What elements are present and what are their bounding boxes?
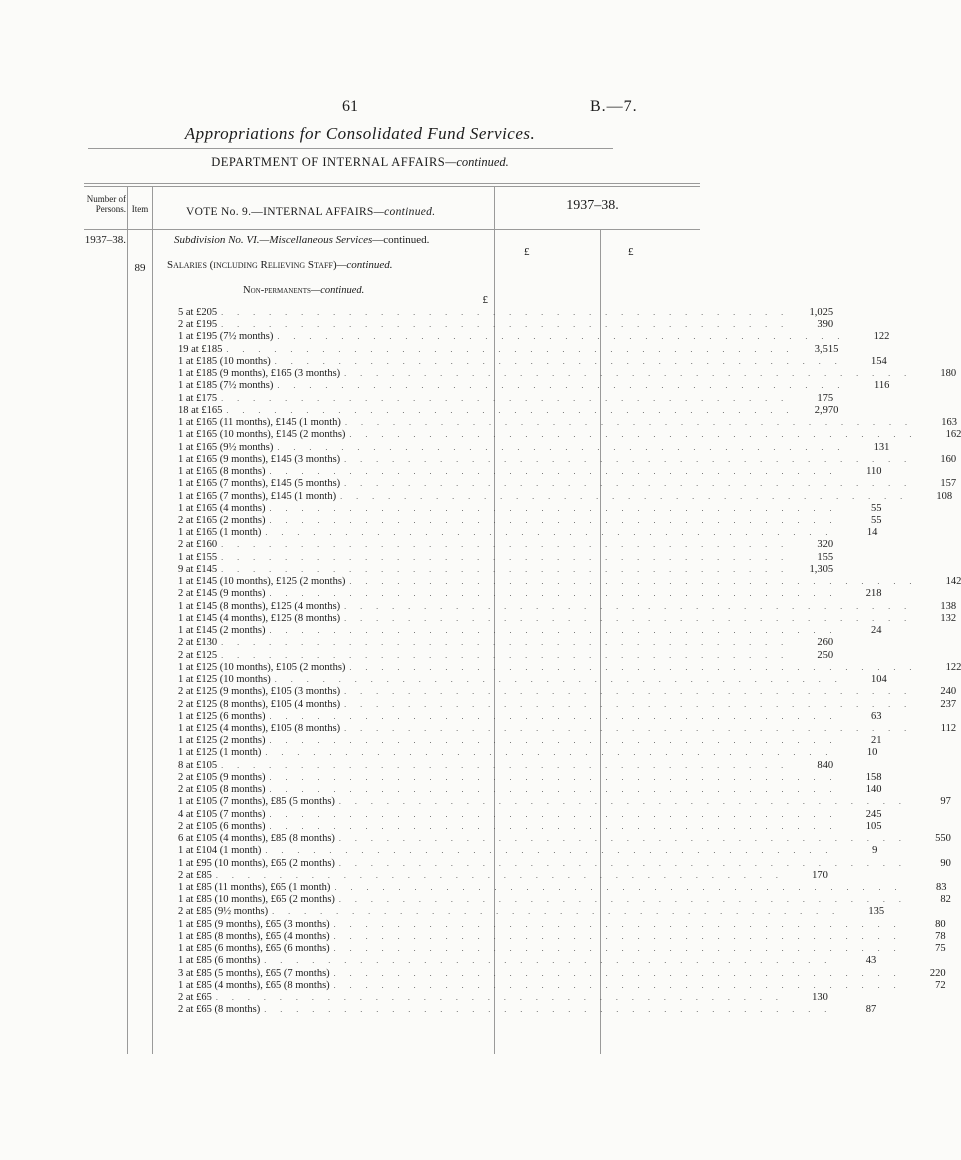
row-amount: 72 xyxy=(935,979,946,991)
dot-leader: . . . . . . . . . . . . . . . . . . . . . . . . . . . . . . . . . . . . xyxy=(349,662,918,672)
row-amount: 80 xyxy=(935,918,946,930)
dot-leader: . . . . . . . . . . . . . . . . . . . . . . . . . . . . . . . . . . . . xyxy=(269,821,838,831)
row-description: 1 at £185 (7½ months) xyxy=(178,380,274,392)
dot-leader: . . . . . . . . . . . . . . . . . . . . . . . . . . . . . . . . . . . . xyxy=(344,699,913,709)
dot-leader: . . . . . . . . . . . . . . . . . . . . . . . . . . . . . . . . . . . . xyxy=(334,883,903,893)
currency-symbol-right: £ xyxy=(628,246,634,258)
amount-unit: £ xyxy=(482,294,488,306)
subdivision-heading xyxy=(174,234,429,246)
table-row xyxy=(178,869,828,882)
row-amount: 840 xyxy=(817,759,834,771)
row-amount: 218 xyxy=(865,588,882,600)
year-column-header: 1937–38. xyxy=(566,198,619,213)
persons-year-label: 1937–38. xyxy=(84,234,126,246)
dot-leader: . . . . . . . . . . . . . . . . . . . . . . . . . . . . . . . . . . . . xyxy=(269,515,838,525)
dot-leader: . . . . . . . . . . . . . . . . . . . . . . . . . . . . . . . . . . . . xyxy=(265,846,834,856)
table-row xyxy=(178,710,882,723)
table-row xyxy=(178,784,882,796)
row-description: 1 at £185 (9 months), £165 (3 months) xyxy=(178,368,341,380)
table-row xyxy=(178,1004,877,1016)
dot-leader: . . . . . . . . . . . . . . . . . . . . . . . . . . . . . . . . . . . . xyxy=(221,320,790,330)
table-row xyxy=(178,906,885,918)
row-description: 1 at £85 (8 months), £65 (4 months) xyxy=(178,930,330,942)
row-amount: 158 xyxy=(865,771,882,783)
row-description: 1 at £95 (10 months), £65 (2 months) xyxy=(178,857,335,869)
row-description: 1 at £165 (9½ months) xyxy=(178,441,274,453)
table-row xyxy=(178,612,957,625)
dot-leader: . . . . . . . . . . . . . . . . . . . . . . . . . . . . . . . . . . . . xyxy=(269,467,838,477)
table-row xyxy=(178,625,882,637)
row-amount: 157 xyxy=(940,478,957,490)
table-row xyxy=(178,527,878,539)
table-row xyxy=(178,820,882,833)
row-amount: 122 xyxy=(873,331,890,343)
row-description: 1 at £155 xyxy=(178,551,218,563)
table-row xyxy=(178,735,882,747)
row-amount: 170 xyxy=(812,869,828,881)
row-description: 2 at £195 xyxy=(178,319,218,331)
table-row xyxy=(178,392,834,405)
dot-leader: . . . . . . . . . . . . . . . . . . . . . . . . . . . . . . . . . . . . xyxy=(344,454,913,464)
row-amount: 132 xyxy=(940,612,957,624)
table-row xyxy=(178,930,946,943)
row-amount: 90 xyxy=(940,857,951,869)
row-amount: 14 xyxy=(866,527,878,539)
dot-leader: . . . . . . . . . . . . . . . . . . . . . . . . . . . . . . . . . . . . xyxy=(221,638,790,648)
row-description: 2 at £85 (9½ months) xyxy=(178,906,269,918)
department-heading xyxy=(100,155,620,170)
table-top-rule xyxy=(84,183,700,184)
row-description: 1 at £125 (1 month) xyxy=(178,747,262,759)
row-description: 1 at £165 (7 months), £145 (1 month) xyxy=(178,490,337,502)
item-label: Salaries (including Relieving Staff) xyxy=(167,259,337,271)
row-description: 1 at £85 (9 months), £65 (3 months) xyxy=(178,918,330,930)
row-amount: 21 xyxy=(871,735,882,747)
row-amount: 155 xyxy=(817,551,834,563)
table-row xyxy=(178,490,953,503)
table-row xyxy=(178,698,957,711)
table-row xyxy=(178,967,946,980)
row-description: 1 at £165 (7 months), £145 (5 months) xyxy=(178,478,341,490)
dot-leader: . . . . . . . . . . . . . . . . . . . . . . . . . . . . . . . . . . . . xyxy=(264,1005,833,1015)
row-amount: 1,305 xyxy=(809,563,834,575)
table-row xyxy=(178,563,834,576)
row-description: 2 at £125 xyxy=(178,649,218,661)
row-amount: 162 xyxy=(945,429,961,441)
table-row xyxy=(178,674,887,686)
table-row xyxy=(178,943,946,955)
dot-leader: . . . . . . . . . . . . . . . . . . . . . . . . . . . . . . . . . . . . xyxy=(333,944,902,954)
row-amount: 175 xyxy=(817,392,834,404)
table-row xyxy=(178,576,961,588)
row-description: 2 at £165 (2 months) xyxy=(178,514,266,526)
row-description: 1 at £195 (7½ months) xyxy=(178,331,274,343)
table-row xyxy=(178,404,839,417)
table-row xyxy=(178,894,951,906)
row-description: 1 at £85 (11 months), £65 (1 month) xyxy=(178,882,331,894)
row-description: 1 at £165 (8 months) xyxy=(178,466,266,478)
salary-rows xyxy=(178,307,961,1017)
table-row xyxy=(178,441,890,454)
item-header: Item xyxy=(131,204,149,214)
row-description: 1 at £145 (4 months), £125 (8 months) xyxy=(178,612,341,624)
dot-leader: . . . . . . . . . . . . . . . . . . . . . . . . . . . . . . . . . . . . xyxy=(221,540,790,550)
table-row xyxy=(178,514,882,527)
row-description: 1 at £105 (7 months), £85 (5 months) xyxy=(178,796,335,808)
table-row xyxy=(178,845,878,857)
row-description: 19 at £185 xyxy=(178,343,223,355)
currency-symbol-left: £ xyxy=(524,246,530,258)
row-description: 9 at £145 xyxy=(178,563,218,575)
row-amount: 142 xyxy=(945,576,961,588)
dot-leader: . . . . . . . . . . . . . . . . . . . . . . . . . . . . . . . . . . . . xyxy=(215,993,784,1003)
table-row xyxy=(178,368,957,380)
dot-leader: . . . . . . . . . . . . . . . . . . . . . . . . . . . . . . . . . . . . xyxy=(269,785,838,795)
row-amount: 43 xyxy=(865,955,877,967)
table-row xyxy=(178,833,951,845)
row-amount: 97 xyxy=(940,796,951,808)
dot-leader: . . . . . . . . . . . . . . . . . . . . . . . . . . . . . . . . . . . . xyxy=(221,564,790,574)
row-description: 6 at £105 (4 months), £85 (8 months) xyxy=(178,833,335,845)
row-description: 2 at £85 xyxy=(178,869,212,881)
row-amount: 24 xyxy=(871,625,882,637)
title-rule xyxy=(88,148,613,149)
column-divider-item xyxy=(152,186,153,1054)
table-row xyxy=(178,722,957,735)
dot-leader: . . . . . . . . . . . . . . . . . . . . . . . . . . . . . . . . . . . . xyxy=(272,907,841,917)
vote-continued: —continued. xyxy=(373,206,436,218)
table-row xyxy=(178,686,957,698)
row-amount: 55 xyxy=(871,514,882,526)
row-description: 1 at £85 (4 months), £65 (8 months) xyxy=(178,979,330,991)
row-description: 1 at £85 (6 months), £65 (6 months) xyxy=(178,943,330,955)
row-amount: 9 xyxy=(872,845,878,857)
dot-leader: . . . . . . . . . . . . . . . . . . . . . . . . . . . . . . . . . . . . xyxy=(221,308,790,317)
table-row xyxy=(178,882,947,894)
table-row xyxy=(178,551,834,564)
table-row xyxy=(178,466,882,478)
dot-leader: . . . . . . . . . . . . . . . . . . . . . . . . . . . . . . . . . . . . xyxy=(338,858,907,868)
dot-leader: . . . . . . . . . . . . . . . . . . . . . . . . . . . . . . . . . . . . xyxy=(269,626,838,636)
table-row xyxy=(178,661,961,674)
row-amount: 110 xyxy=(866,466,882,478)
row-amount: 260 xyxy=(817,637,834,649)
table-row xyxy=(178,343,839,356)
row-amount: 180 xyxy=(940,368,957,380)
row-description: 1 at £145 (2 months) xyxy=(178,625,266,637)
row-amount: 131 xyxy=(873,441,890,453)
dot-leader: . . . . . . . . . . . . . . . . . . . . . . . . . . . . . . . . . . . . xyxy=(269,736,838,746)
table-row xyxy=(178,307,834,319)
dot-leader: . . . . . . . . . . . . . . . . . . . . . . . . . . . . . . . . . . . . xyxy=(333,931,902,941)
dot-leader: . . . . . . . . . . . . . . . . . . . . . . . . . . . . . . . . . . . . xyxy=(265,748,834,758)
table-row xyxy=(178,588,882,600)
row-description: 1 at £125 (10 months), £105 (2 months) xyxy=(178,661,346,673)
item-heading xyxy=(167,259,393,271)
table-row xyxy=(178,955,877,967)
row-amount: 105 xyxy=(865,820,882,832)
table-top-rule-double xyxy=(84,186,700,187)
row-description: 1 at £104 (1 month) xyxy=(178,845,262,857)
row-amount: 550 xyxy=(935,833,951,845)
dot-leader: . . . . . . . . . . . . . . . . . . . . . . . . . . . . . . . . . . . . xyxy=(344,369,913,379)
row-description: 1 at £185 (10 months) xyxy=(178,355,271,367)
page-title: Appropriations for Consolidated Fund Services. xyxy=(184,124,536,143)
dot-leader: . . . . . . . . . . . . . . . . . . . . . . . . . . . . . . . . . . . . xyxy=(344,601,913,611)
row-amount: 320 xyxy=(817,539,834,551)
table-row xyxy=(178,453,957,466)
table-row xyxy=(178,380,890,392)
dot-leader: . . . . . . . . . . . . . . . . . . . . . . . . . . . . . . . . . . . . xyxy=(269,809,838,819)
dot-leader: . . . . . . . . . . . . . . . . . . . . . . . . . . . . . . . . . . . . xyxy=(344,687,913,697)
row-description: 1 at £125 (2 months) xyxy=(178,735,266,747)
dot-leader: . . . . . . . . . . . . . . . . . . . . . . . . . . . . . . . . . . . . xyxy=(221,552,790,562)
row-description: 8 at £105 xyxy=(178,759,218,771)
row-amount: 237 xyxy=(940,698,957,710)
table-row xyxy=(178,355,887,368)
row-description: 1 at £165 (9 months), £145 (3 months) xyxy=(178,453,341,465)
table-row xyxy=(178,747,878,759)
row-amount: 390 xyxy=(817,319,834,331)
table-row xyxy=(178,992,828,1004)
row-amount: 220 xyxy=(929,967,946,979)
row-description: 1 at £165 (11 months), £145 (1 month) xyxy=(178,417,341,429)
row-amount: 87 xyxy=(865,1004,877,1016)
subdivision-label: Subdivision No. VI.—Miscellaneous Services xyxy=(174,234,373,246)
row-description: 2 at £160 xyxy=(178,539,218,551)
dot-leader: . . . . . . . . . . . . . . . . . . . . . . . . . . . . . . . . . . . . xyxy=(277,332,846,342)
row-amount: 138 xyxy=(940,600,957,612)
row-description: 1 at £165 (10 months), £145 (2 months) xyxy=(178,429,346,441)
table-row xyxy=(178,319,834,331)
table-row xyxy=(178,771,882,784)
row-amount: 82 xyxy=(940,894,951,906)
row-amount: 10 xyxy=(866,747,878,759)
row-amount: 3,515 xyxy=(814,343,839,355)
row-amount: 250 xyxy=(817,649,834,661)
dot-leader: . . . . . . . . . . . . . . . . . . . . . . . . . . . . . . . . . . . . xyxy=(333,919,902,929)
dot-leader: . . . . . . . . . . . . . . . . . . . . . . . . . . . . . . . . . . . . xyxy=(269,503,838,513)
dot-leader: . . . . . . . . . . . . . . . . . . . . . . . . . . . . . . . . . . . . xyxy=(344,479,913,489)
row-description: 2 at £105 (6 months) xyxy=(178,820,266,832)
row-description: 1 at £165 (4 months) xyxy=(178,502,266,514)
table-row xyxy=(178,600,957,613)
dot-leader: . . . . . . . . . . . . . . . . . . . . . . . . . . . . . . . . . . . . xyxy=(269,711,838,721)
row-description: 2 at £65 xyxy=(178,992,212,1004)
dot-leader: . . . . . . . . . . . . . . . . . . . . . . . . . . . . . . . . . . . . xyxy=(349,577,918,587)
row-amount: 245 xyxy=(865,808,882,820)
table-row xyxy=(178,808,882,821)
dot-leader: . . . . . . . . . . . . . . . . . . . . . . . . . . . . . . . . . . . . xyxy=(344,418,913,428)
table-row xyxy=(178,478,957,490)
row-description: 18 at £165 xyxy=(178,404,223,416)
row-description: 1 at £165 (1 month) xyxy=(178,527,262,539)
page-reference: B.—7. xyxy=(590,98,638,115)
row-description: 2 at £105 (8 months) xyxy=(178,784,266,796)
dot-leader: . . . . . . . . . . . . . . . . . . . . . . . . . . . . . . . . . . . . xyxy=(226,405,795,415)
row-amount: 83 xyxy=(935,882,947,894)
number-of-persons-header: Number of Persons. xyxy=(86,194,126,214)
table-row xyxy=(178,502,882,515)
table-header-rule xyxy=(84,229,700,230)
row-amount: 104 xyxy=(871,674,887,686)
department-continued: —continued. xyxy=(445,155,509,169)
dot-leader: . . . . . . . . . . . . . . . . . . . . . . . . . . . . . . . . . . . . xyxy=(226,344,795,354)
row-description: 2 at £65 (8 months) xyxy=(178,1004,261,1016)
row-amount: 1,025 xyxy=(809,307,834,318)
row-description: 1 at £125 (6 months) xyxy=(178,710,266,722)
dot-leader: . . . . . . . . . . . . . . . . . . . . . . . . . . . . . . . . . . . . xyxy=(349,430,918,440)
row-description: 1 at £145 (10 months), £125 (2 months) xyxy=(178,576,346,588)
row-description: 4 at £105 (7 months) xyxy=(178,808,266,820)
vote-label: VOTE No. 9.—INTERNAL AFFAIRS xyxy=(186,206,374,218)
group-heading xyxy=(243,285,364,296)
row-description: 2 at £125 (8 months), £105 (4 months) xyxy=(178,698,341,710)
row-description: 1 at £145 (8 months), £125 (4 months) xyxy=(178,600,341,612)
row-amount: 160 xyxy=(940,453,957,465)
row-description: 5 at £205 xyxy=(178,307,218,318)
dot-leader: . . . . . . . . . . . . . . . . . . . . . . . . . . . . . . . . . . . . xyxy=(277,442,846,452)
row-amount: 122 xyxy=(945,661,961,673)
dot-leader: . . . . . . . . . . . . . . . . . . . . . . . . . . . . . . . . . . . . xyxy=(265,528,834,538)
row-description: 3 at £85 (5 months), £65 (7 months) xyxy=(178,967,330,979)
row-amount: 78 xyxy=(935,930,946,942)
row-description: 2 at £130 xyxy=(178,637,218,649)
row-amount: 63 xyxy=(871,710,882,722)
row-amount: 163 xyxy=(941,417,957,429)
table-row xyxy=(178,918,946,931)
row-description: 1 at £125 (10 months) xyxy=(178,674,271,686)
table-row xyxy=(178,417,957,429)
dot-leader: . . . . . . . . . . . . . . . . . . . . . . . . . . . . . . . . . . . . xyxy=(269,772,838,782)
table-row xyxy=(178,759,834,772)
row-amount: 154 xyxy=(871,355,887,367)
table-row xyxy=(178,539,834,551)
item-continued: —continued. xyxy=(336,259,393,271)
row-amount: 2,970 xyxy=(814,404,839,416)
row-amount: 55 xyxy=(871,502,882,514)
row-description: 1 at £85 (6 months) xyxy=(178,955,261,967)
dot-leader: . . . . . . . . . . . . . . . . . . . . . . . . . . . . . . . . . . . . xyxy=(340,491,909,501)
table-row xyxy=(178,979,946,992)
row-amount: 108 xyxy=(936,490,953,502)
vote-title xyxy=(186,206,435,218)
dot-leader: . . . . . . . . . . . . . . . . . . . . . . . . . . . . . . . . . . . . xyxy=(333,980,902,990)
dot-leader: . . . . . . . . . . . . . . . . . . . . . . . . . . . . . . . . . . . . xyxy=(274,356,843,366)
department-name: DEPARTMENT OF INTERNAL AFFAIRS xyxy=(211,155,446,169)
row-description: 1 at £85 (10 months), £65 (2 months) xyxy=(178,894,335,906)
table-row xyxy=(178,331,890,343)
group-label: Non-permanents xyxy=(243,285,311,296)
row-amount: 135 xyxy=(868,906,885,918)
dot-leader: . . . . . . . . . . . . . . . . . . . . . . . . . . . . . . . . . . . . xyxy=(338,797,907,807)
table-row xyxy=(178,429,961,441)
row-amount: 116 xyxy=(874,380,890,392)
row-amount: 140 xyxy=(865,784,882,796)
dot-leader: . . . . . . . . . . . . . . . . . . . . . . . . . . . . . . . . . . . . xyxy=(338,834,907,844)
row-amount: 130 xyxy=(812,992,828,1004)
dot-leader: . . . . . . . . . . . . . . . . . . . . . . . . . . . . . . . . . . . . xyxy=(221,650,790,660)
row-amount: 75 xyxy=(935,943,946,955)
column-divider-persons xyxy=(127,186,128,1054)
table-row xyxy=(178,649,834,662)
row-description: 2 at £145 (9 months) xyxy=(178,588,266,600)
row-description: 1 at £175 xyxy=(178,392,218,404)
row-description: 2 at £125 (9 months), £105 (3 months) xyxy=(178,686,341,698)
group-continued: —continued. xyxy=(310,285,365,296)
dot-leader: . . . . . . . . . . . . . . . . . . . . . . . . . . . . . . . . . . . . xyxy=(221,760,790,770)
dot-leader: . . . . . . . . . . . . . . . . . . . . . . . . . . . . . . . . . . . . xyxy=(338,895,907,905)
row-amount: 112 xyxy=(940,722,957,734)
dot-leader: . . . . . . . . . . . . . . . . . . . . . . . . . . . . . . . . . . . . xyxy=(269,589,838,599)
page-number: 61 xyxy=(342,98,358,115)
table-row xyxy=(178,796,951,808)
row-description: 1 at £125 (4 months), £105 (8 months) xyxy=(178,722,341,734)
dot-leader: . . . . . . . . . . . . . . . . . . . . . . . . . . . . . . . . . . . . xyxy=(274,675,843,685)
row-description: 2 at £105 (9 months) xyxy=(178,771,266,783)
dot-leader: . . . . . . . . . . . . . . . . . . . . . . . . . . . . . . . . . . . . xyxy=(344,613,913,623)
row-amount: 240 xyxy=(940,686,957,698)
dot-leader: . . . . . . . . . . . . . . . . . . . . . . . . . . . . . . . . . . . . xyxy=(333,968,902,978)
dot-leader: . . . . . . . . . . . . . . . . . . . . . . . . . . . . . . . . . . . . xyxy=(344,723,913,733)
table-row xyxy=(178,857,951,870)
dot-leader: . . . . . . . . . . . . . . . . . . . . . . . . . . . . . . . . . . . . xyxy=(277,381,846,391)
dot-leader: . . . . . . . . . . . . . . . . . . . . . . . . . . . . . . . . . . . . xyxy=(264,956,833,966)
item-number: 89 xyxy=(134,262,146,274)
dot-leader: . . . . . . . . . . . . . . . . . . . . . . . . . . . . . . . . . . . . xyxy=(215,870,784,880)
table-row xyxy=(178,637,834,649)
subdivision-continued: —continued. xyxy=(372,234,430,246)
dot-leader: . . . . . . . . . . . . . . . . . . . . . . . . . . . . . . . . . . . . xyxy=(221,393,790,403)
